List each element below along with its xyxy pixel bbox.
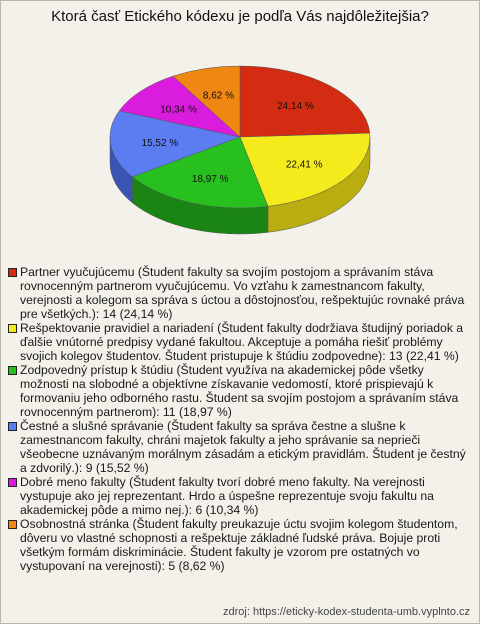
source-text: zdroj: https://eticky-kodex-studenta-umb.vyplnto.cz <box>223 606 470 618</box>
legend-item <box>8 321 474 363</box>
chart-title: Ktorá časť Etického kódexu je podľa Vás najdôležitejšia? <box>51 8 429 25</box>
pie-slice-label-4: 15,52 % <box>141 137 179 149</box>
legend-label: Dobré meno fakulty (Študent fakulty tvorí dobré meno fakulty. Na verejnosti vystupuje ako jej reprezentant. Hrdo a úspešne reprezentuje svoju fakultu na akademickej pôde a mimo nej.): 6 (10,34 %) <box>20 475 434 517</box>
legend-label: Čestné a slušné správanie (Študent fakulty sa správa čestne a slušne k zamestnancom fakulty, chráni majetok fakulty a jeho správanie sa neprieči všeobecne uznávaným morálnym zásadám a etickým pravidlám. Študent je čestný a zdvorilý.): 9 (15,52 %) <box>20 419 466 475</box>
pie-slice-label-1: 24,14 % <box>277 101 314 113</box>
legend-label: Zodpovedný prístup k štúdiu (Študent využíva na akademickej pôde všetky možnosti na slobodné a objektívne získavanie vedomostí, ktoré prispievajú k formovaniu jeho odborného rastu. Študent sa svojím postojom a správaním stáva rovnocenným partnerom): 11 (18,97 %) <box>20 363 459 419</box>
legend-item <box>8 363 474 419</box>
legend-swatch <box>8 478 17 487</box>
pie-slice-label-3: 18,97 % <box>191 173 229 185</box>
pie-slice-label-5: 10,34 % <box>160 104 197 116</box>
legend-item <box>8 475 474 517</box>
pie-chart <box>0 28 480 268</box>
chart-legend <box>8 265 474 573</box>
legend-swatch <box>8 520 17 529</box>
legend-swatch <box>8 324 17 333</box>
pie-slice-label-2: 22,41 % <box>285 159 323 171</box>
legend-item <box>8 265 474 321</box>
pie-slice-label-6: 8,62 % <box>202 90 235 102</box>
legend-label: Partner vyučujúcemu (Študent fakulty sa svojím postojom a správaním stáva rovnocenným partnerom vyučujúcemu. Vo vzťahu k zamestnancom fakulty, verejnosti a kolegom sa správa s úctou a dôstojnosťou, rešpektujúc rovnaké práva pre všetkých.): 14 (24,14 %) <box>20 265 465 321</box>
legend-item <box>8 517 474 573</box>
legend-swatch <box>8 422 17 431</box>
legend-swatch <box>8 366 17 375</box>
legend-label: Rešpektovanie pravidiel a nariadení (Študent fakulty dodržiava študijný poriadok a ďalšie vnútorné predpisy vydané fakultou. Akceptuje a pomáha riešiť problémy svojich kolegov študentov. Študent pristupuje k štúdiu zodpovedne): 13 (22,41 %) <box>20 321 464 363</box>
legend-item <box>8 419 474 475</box>
legend-label: Osobnostná stránka (Študent fakulty preukazuje úctu svojim kolegom študentom, dôveru vo vlastné schopnosti a rešpektuje základné ľudské práva. Bojuje proti všetkým formám diskriminácie. Študent fakulty je vzorom pre ostatných vo vystupovaní na verejnosti): 5 (8,62 %) <box>20 517 458 573</box>
legend-swatch <box>8 268 17 277</box>
